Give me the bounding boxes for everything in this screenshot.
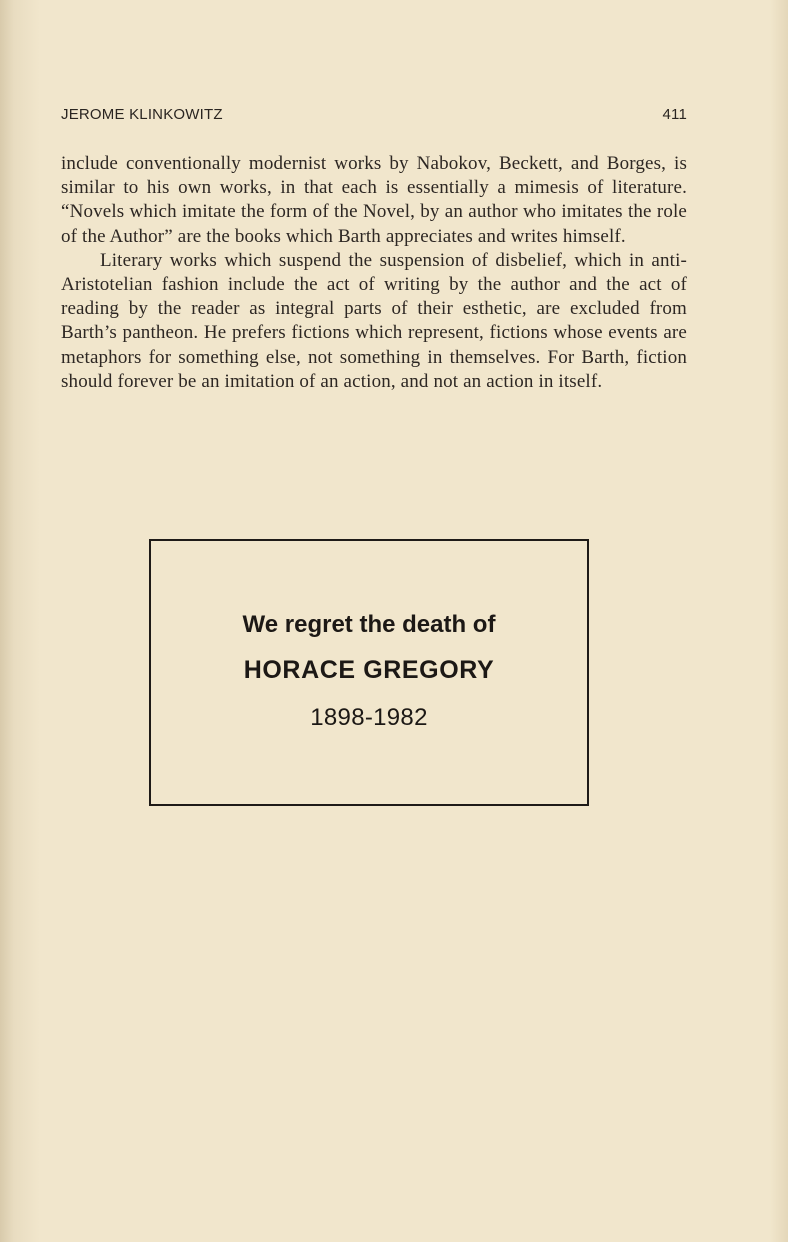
paragraph-continued: include conventionally modernist works by Nabokov, Beckett, and Borges, is similar to his own works, in that each is essentially a mimesis of literature. “Novels which imitate the form of the Novel, by an author who imitates the role of the Author” are the books which Barth appreciates and writes himself. xyxy=(61,153,687,247)
notice-regret-line: We regret the death of xyxy=(242,611,496,638)
running-head-author: JEROME KLINKOWITZ xyxy=(61,106,223,123)
running-head xyxy=(61,106,687,130)
page-number: 411 xyxy=(662,106,687,123)
obituary-notice-box xyxy=(149,539,589,806)
notice-name: HORACE GREGORY xyxy=(243,656,495,684)
article-body xyxy=(61,152,687,394)
notice-years: 1898-1982 xyxy=(310,704,428,731)
paragraph: Literary works which suspend the suspension of disbelief, which in anti-Aristotelian fashion include the act of writing by the author and the act of reading by the reader as integral parts of their esthetic, are excluded from Barth’s pantheon. He prefers fictions which represent, fictions whose events are metaphors for something else, not something in themselves. For Barth, fiction should forever be an imitation of an action, and not an action in itself. xyxy=(61,249,687,392)
